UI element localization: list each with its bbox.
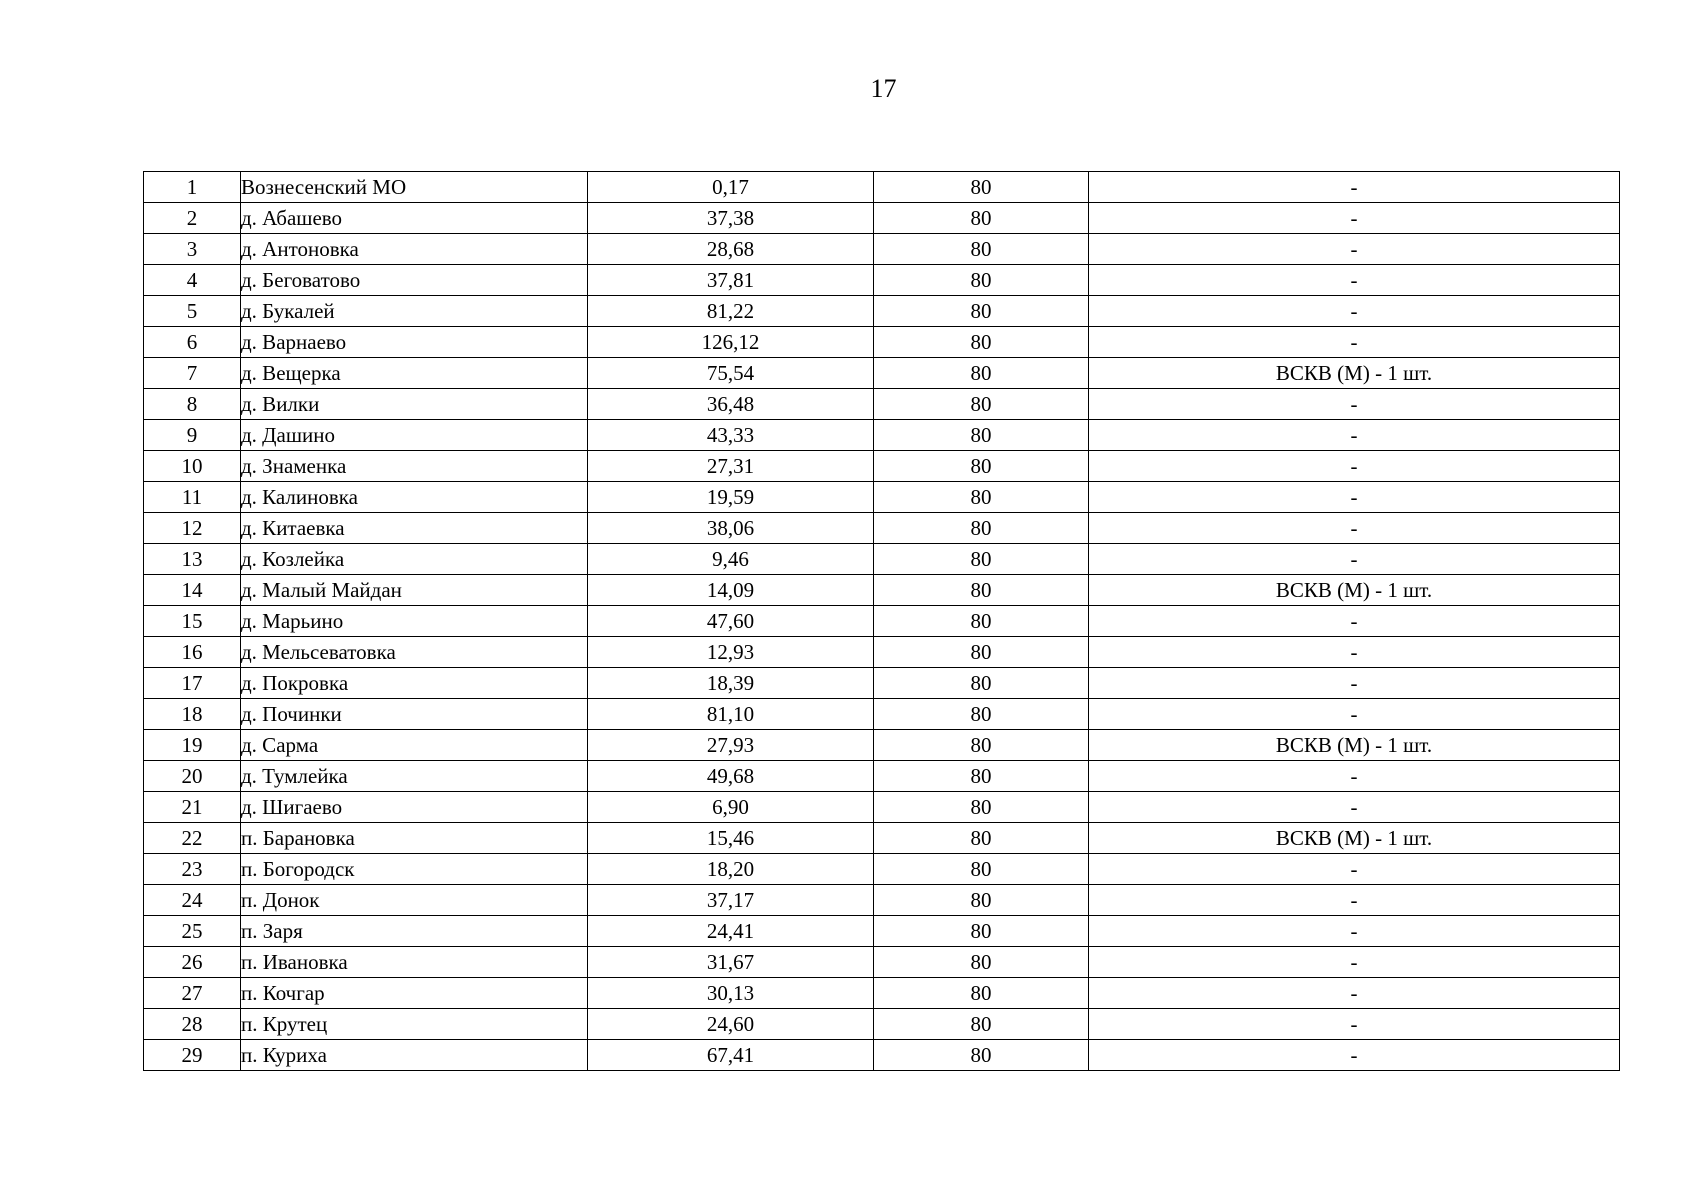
note-cell: ВСКВ (М) - 1 шт. [1089, 730, 1620, 761]
row-number-cell: 28 [144, 1009, 241, 1040]
table-row [144, 482, 1620, 513]
table-row [144, 606, 1620, 637]
percent-cell: 80 [874, 947, 1089, 978]
table-row [144, 668, 1620, 699]
row-number-cell: 7 [144, 358, 241, 389]
table-row [144, 544, 1620, 575]
table-row [144, 234, 1620, 265]
percent-cell: 80 [874, 1040, 1089, 1071]
note-cell: - [1089, 203, 1620, 234]
table-row [144, 265, 1620, 296]
table-row [144, 947, 1620, 978]
value-cell: 18,20 [588, 854, 874, 885]
percent-cell: 80 [874, 854, 1089, 885]
note-cell: - [1089, 854, 1620, 885]
row-number-cell: 12 [144, 513, 241, 544]
settlement-name-cell: д. Малый Майдан [241, 575, 588, 606]
percent-cell: 80 [874, 637, 1089, 668]
percent-cell: 80 [874, 761, 1089, 792]
percent-cell: 80 [874, 203, 1089, 234]
value-cell: 14,09 [588, 575, 874, 606]
percent-cell: 80 [874, 699, 1089, 730]
value-cell: 37,81 [588, 265, 874, 296]
table-row [144, 327, 1620, 358]
settlement-name-cell: д. Дашино [241, 420, 588, 451]
table-row [144, 885, 1620, 916]
note-cell: - [1089, 420, 1620, 451]
table-row [144, 916, 1620, 947]
row-number-cell: 25 [144, 916, 241, 947]
row-number-cell: 15 [144, 606, 241, 637]
table-row [144, 792, 1620, 823]
value-cell: 36,48 [588, 389, 874, 420]
settlement-name-cell: п. Богородск [241, 854, 588, 885]
row-number-cell: 13 [144, 544, 241, 575]
percent-cell: 80 [874, 916, 1089, 947]
value-cell: 12,93 [588, 637, 874, 668]
value-cell: 75,54 [588, 358, 874, 389]
table-row [144, 823, 1620, 854]
value-cell: 15,46 [588, 823, 874, 854]
percent-cell: 80 [874, 358, 1089, 389]
note-cell: - [1089, 761, 1620, 792]
settlement-name-cell: д. Беговатово [241, 265, 588, 296]
settlement-name-cell: д. Вещерка [241, 358, 588, 389]
note-cell: - [1089, 699, 1620, 730]
row-number-cell: 23 [144, 854, 241, 885]
value-cell: 126,12 [588, 327, 874, 358]
settlement-name-cell: д. Сарма [241, 730, 588, 761]
note-cell: ВСКВ (М) - 1 шт. [1089, 358, 1620, 389]
value-cell: 18,39 [588, 668, 874, 699]
settlement-name-cell: д. Китаевка [241, 513, 588, 544]
table-row [144, 420, 1620, 451]
row-number-cell: 2 [144, 203, 241, 234]
table-row [144, 978, 1620, 1009]
row-number-cell: 5 [144, 296, 241, 327]
table-row [144, 172, 1620, 203]
note-cell: - [1089, 234, 1620, 265]
note-cell: - [1089, 451, 1620, 482]
value-cell: 24,41 [588, 916, 874, 947]
settlement-name-cell: д. Антоновка [241, 234, 588, 265]
row-number-cell: 9 [144, 420, 241, 451]
table-row [144, 730, 1620, 761]
value-cell: 31,67 [588, 947, 874, 978]
percent-cell: 80 [874, 668, 1089, 699]
note-cell: - [1089, 668, 1620, 699]
row-number-cell: 20 [144, 761, 241, 792]
value-cell: 6,90 [588, 792, 874, 823]
row-number-cell: 10 [144, 451, 241, 482]
value-cell: 49,68 [588, 761, 874, 792]
value-cell: 27,93 [588, 730, 874, 761]
note-cell: - [1089, 916, 1620, 947]
table-body [144, 172, 1620, 1071]
table-row [144, 358, 1620, 389]
row-number-cell: 18 [144, 699, 241, 730]
note-cell: - [1089, 172, 1620, 203]
note-cell: ВСКВ (М) - 1 шт. [1089, 575, 1620, 606]
value-cell: 28,68 [588, 234, 874, 265]
settlement-name-cell: п. Заря [241, 916, 588, 947]
row-number-cell: 26 [144, 947, 241, 978]
row-number-cell: 11 [144, 482, 241, 513]
settlement-name-cell: п. Донок [241, 885, 588, 916]
value-cell: 24,60 [588, 1009, 874, 1040]
value-cell: 81,22 [588, 296, 874, 327]
settlement-name-cell: д. Вилки [241, 389, 588, 420]
row-number-cell: 22 [144, 823, 241, 854]
value-cell: 81,10 [588, 699, 874, 730]
note-cell: - [1089, 265, 1620, 296]
settlement-name-cell: д. Абашево [241, 203, 588, 234]
table-row [144, 296, 1620, 327]
percent-cell: 80 [874, 575, 1089, 606]
percent-cell: 80 [874, 606, 1089, 637]
table-row [144, 389, 1620, 420]
row-number-cell: 4 [144, 265, 241, 296]
settlement-name-cell: д. Покровка [241, 668, 588, 699]
settlement-name-cell: п. Крутец [241, 1009, 588, 1040]
row-number-cell: 6 [144, 327, 241, 358]
settlement-name-cell: д. Починки [241, 699, 588, 730]
settlement-name-cell: п. Куриха [241, 1040, 588, 1071]
percent-cell: 80 [874, 327, 1089, 358]
percent-cell: 80 [874, 823, 1089, 854]
note-cell: - [1089, 792, 1620, 823]
percent-cell: 80 [874, 389, 1089, 420]
note-cell: - [1089, 296, 1620, 327]
page-number: 17 [870, 74, 897, 103]
row-number-cell: 3 [144, 234, 241, 265]
table-row [144, 1009, 1620, 1040]
table-row [144, 575, 1620, 606]
row-number-cell: 24 [144, 885, 241, 916]
percent-cell: 80 [874, 978, 1089, 1009]
percent-cell: 80 [874, 1009, 1089, 1040]
value-cell: 30,13 [588, 978, 874, 1009]
settlement-name-cell: д. Мельсеватовка [241, 637, 588, 668]
row-number-cell: 16 [144, 637, 241, 668]
value-cell: 43,33 [588, 420, 874, 451]
note-cell: - [1089, 637, 1620, 668]
settlement-name-cell: д. Тумлейка [241, 761, 588, 792]
percent-cell: 80 [874, 730, 1089, 761]
table-row [144, 854, 1620, 885]
note-cell: - [1089, 389, 1620, 420]
settlement-name-cell: д. Шигаево [241, 792, 588, 823]
percent-cell: 80 [874, 482, 1089, 513]
settlement-name-cell: п. Ивановка [241, 947, 588, 978]
settlement-name-cell: д. Знаменка [241, 451, 588, 482]
percent-cell: 80 [874, 234, 1089, 265]
note-cell: - [1089, 482, 1620, 513]
note-cell: - [1089, 327, 1620, 358]
percent-cell: 80 [874, 172, 1089, 203]
value-cell: 37,38 [588, 203, 874, 234]
table-row [144, 699, 1620, 730]
note-cell: - [1089, 606, 1620, 637]
note-cell: - [1089, 544, 1620, 575]
value-cell: 0,17 [588, 172, 874, 203]
note-cell: ВСКВ (М) - 1 шт. [1089, 823, 1620, 854]
percent-cell: 80 [874, 265, 1089, 296]
value-cell: 37,17 [588, 885, 874, 916]
value-cell: 19,59 [588, 482, 874, 513]
percent-cell: 80 [874, 885, 1089, 916]
row-number-cell: 17 [144, 668, 241, 699]
note-cell: - [1089, 947, 1620, 978]
settlement-name-cell: Вознесенский МО [241, 172, 588, 203]
percent-cell: 80 [874, 296, 1089, 327]
value-cell: 38,06 [588, 513, 874, 544]
percent-cell: 80 [874, 513, 1089, 544]
value-cell: 27,31 [588, 451, 874, 482]
table-row [144, 203, 1620, 234]
row-number-cell: 8 [144, 389, 241, 420]
percent-cell: 80 [874, 792, 1089, 823]
row-number-cell: 27 [144, 978, 241, 1009]
note-cell: - [1089, 1009, 1620, 1040]
value-cell: 47,60 [588, 606, 874, 637]
note-cell: - [1089, 1040, 1620, 1071]
settlement-name-cell: д. Козлейка [241, 544, 588, 575]
settlement-name-cell: д. Марьино [241, 606, 588, 637]
data-table [143, 171, 1620, 1071]
percent-cell: 80 [874, 451, 1089, 482]
percent-cell: 80 [874, 544, 1089, 575]
note-cell: - [1089, 513, 1620, 544]
settlement-name-cell: д. Калиновка [241, 482, 588, 513]
percent-cell: 80 [874, 420, 1089, 451]
table-row [144, 761, 1620, 792]
settlement-name-cell: п. Барановка [241, 823, 588, 854]
row-number-cell: 14 [144, 575, 241, 606]
row-number-cell: 21 [144, 792, 241, 823]
row-number-cell: 1 [144, 172, 241, 203]
table-row [144, 451, 1620, 482]
row-number-cell: 19 [144, 730, 241, 761]
table-row [144, 1040, 1620, 1071]
note-cell: - [1089, 885, 1620, 916]
value-cell: 9,46 [588, 544, 874, 575]
value-cell: 67,41 [588, 1040, 874, 1071]
row-number-cell: 29 [144, 1040, 241, 1071]
table-row [144, 513, 1620, 544]
note-cell: - [1089, 978, 1620, 1009]
settlement-name-cell: д. Букалей [241, 296, 588, 327]
table-row [144, 637, 1620, 668]
settlement-name-cell: п. Кочгар [241, 978, 588, 1009]
settlement-name-cell: д. Варнаево [241, 327, 588, 358]
